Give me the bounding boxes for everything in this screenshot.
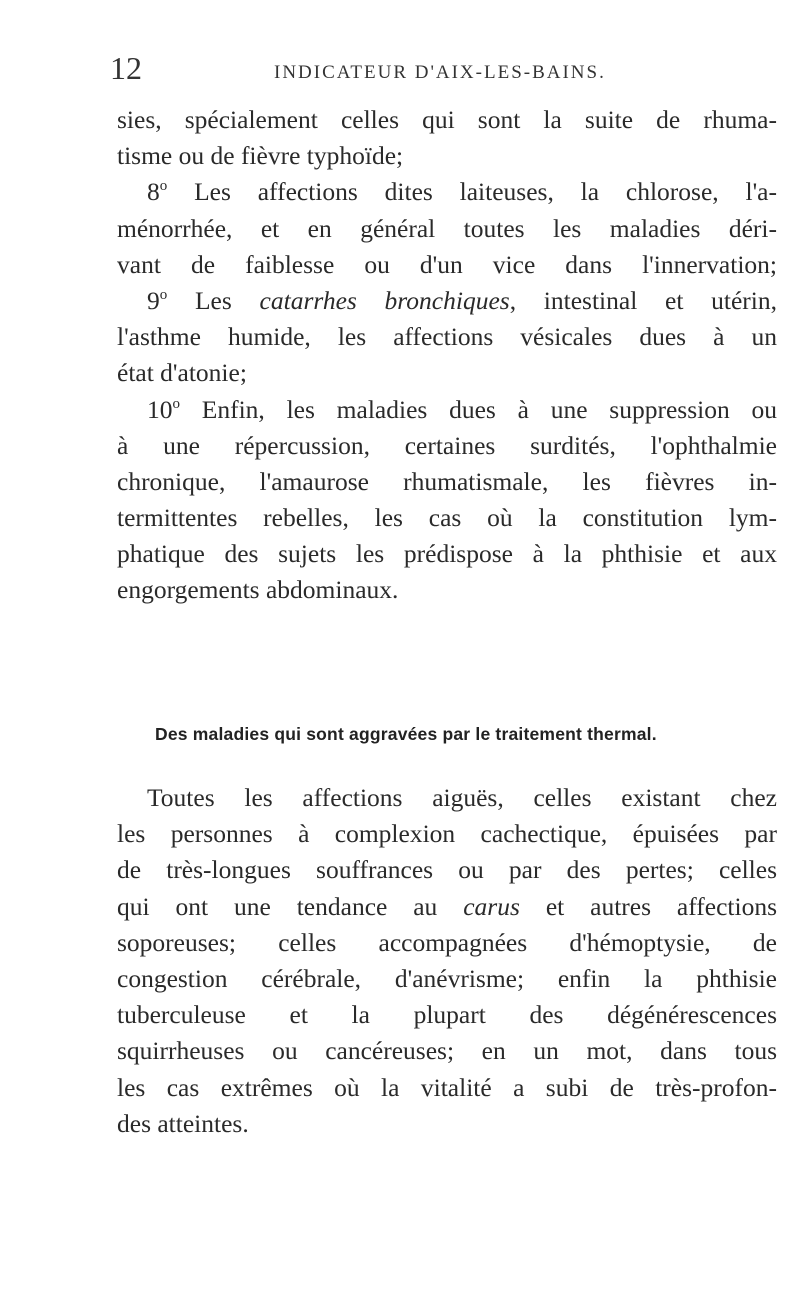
degree-mark: o [159,178,168,195]
paragraph-line: les personnes à complexion cachectique, épuisées par [117,819,777,849]
paragraph-line: ménorrhée, et en général toutes les maladies déri- [117,213,777,243]
paragraph-line: des atteintes. [117,1108,249,1138]
paragraph-line: termittentes rebelles, les cas où la constitution lym- [117,503,777,533]
item-text: Les affections dites laiteuses, la chlorose, l'a- [167,177,777,207]
line-text: qui ont une tendance au [117,891,464,921]
running-title: INDICATEUR D'AIX-LES-BAINS. [274,62,606,83]
paragraph-line: Toutes les affections aiguës, celles existant chez [147,783,777,812]
italic-term: catarrhes bronchiques [259,285,510,315]
item-text: , intestinal et utérin, [509,285,777,315]
paragraph-line: engorgements abdominaux. [117,575,399,605]
item-number: 8 [147,177,160,207]
paragraph-line-item-9 [117,283,777,319]
paragraph-line: à une répercussion, certaines surdités, l'ophthalmie [117,430,777,460]
item-text: Enfin, les maladies dues à une suppression ou [180,394,777,424]
paragraph-line: les cas extrêmes où la vitalité a subi de très-profon- [117,1072,777,1102]
section-heading: Des maladies qui sont aggravées par le traitement thermal. [155,724,657,744]
item-text: Les [167,285,260,315]
italic-term: carus [463,891,520,921]
paragraph-line: sies, spécialement celles qui sont la suite de rhuma- [117,105,777,134]
paragraph-line: de très-longues souffrances ou par des pertes; celles [117,855,777,885]
paragraph-line: squirrheuses ou cancéreuses; en un mot, dans tous [117,1036,777,1066]
degree-mark: o [159,286,168,303]
paragraph-line: chronique, l'amaurose rhumatismale, les fièvres in- [117,466,777,496]
body-text-section [117,780,777,1142]
paragraph-line: tuberculeuse et la plupart des dégénérescences [117,1000,777,1030]
paragraph-line: soporeuses; celles accompagnées d'hémoptysie, de [117,927,777,957]
paragraph-line-item-10 [117,392,777,428]
paragraph-line [117,889,777,925]
item-number: 10 [147,394,173,424]
degree-mark: o [172,395,180,412]
line-text: et autres affections [519,891,778,921]
page-number: 12 [110,50,142,86]
paragraph-line: l'asthme humide, les affections vésicales dues à un [117,322,777,352]
item-number: 9 [147,285,160,315]
paragraph-line: tisme ou de fièvre typhoïde; [117,141,404,171]
paragraph-line: congestion cérébrale, d'anévrisme; enfin la phthisie [117,963,777,993]
paragraph-line: vant de faiblesse ou d'un vice dans l'innervation; [117,249,777,279]
paragraph-line-item-8 [117,174,777,210]
body-text-top [117,102,777,609]
running-head [110,52,770,92]
paragraph-line: phatique des sujets les prédispose à la phthisie et aux [117,539,777,569]
paragraph-line: état d'atonie; [117,358,247,388]
